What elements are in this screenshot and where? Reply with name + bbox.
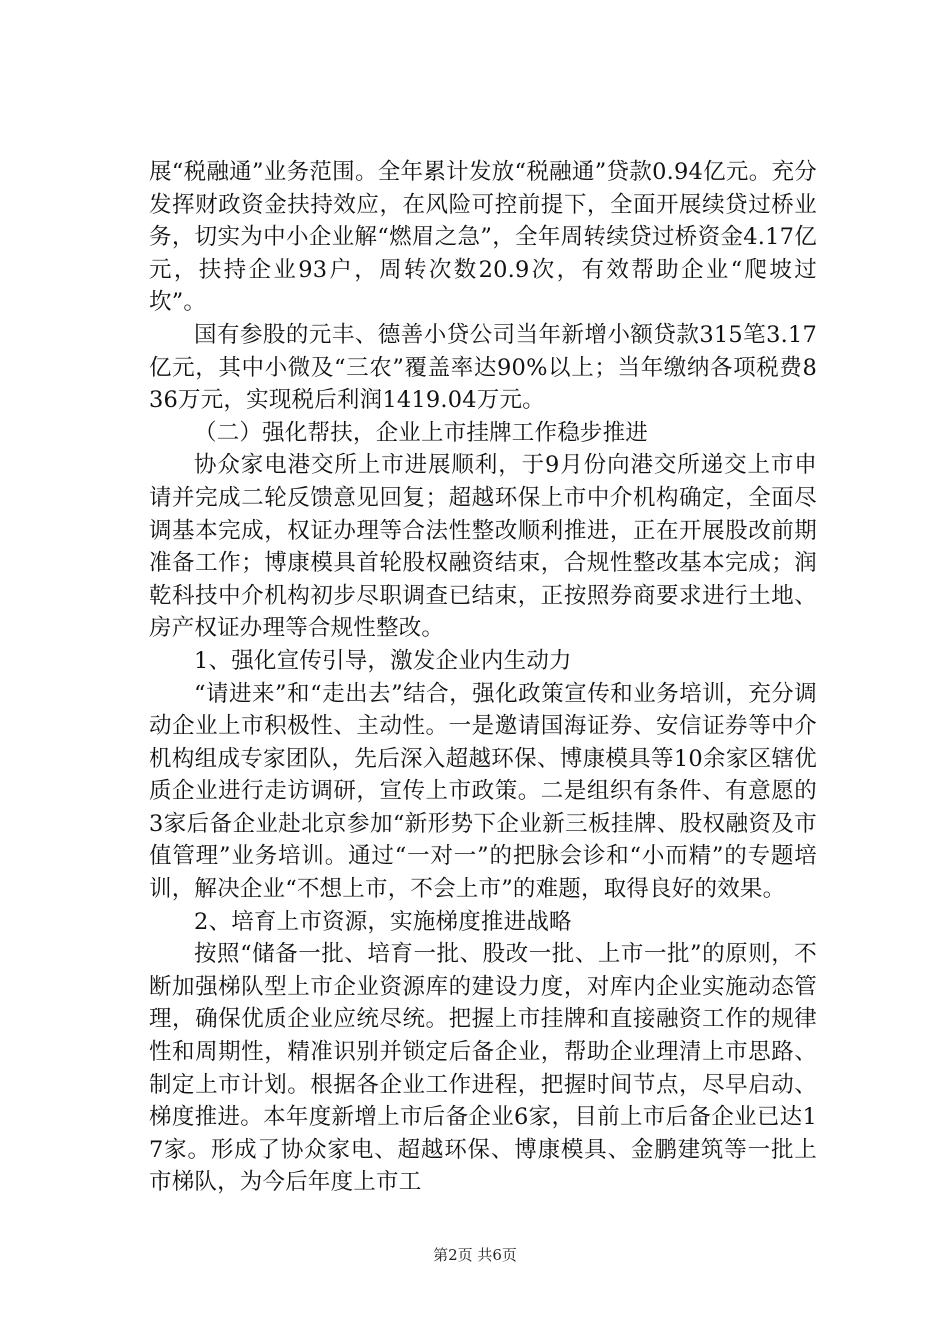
document-body: [149, 156, 817, 1199]
paragraph-publicity: “请进来”和“走出去”结合，强化政策宣传和业务培训，充分调动企业上市积极性、主动性。一是邀请国海证券、安信证券等中介机构组成专家团队，先后深入超越环保、博康模具等10余家区辖优质企业进行走访调研，宣传上市政策。二是组织有条件、有意愿的3家后备企业赴北京参加“新形势下企业新三板挂牌、股权融资及市值管理”业务培训。通过“一对一”的把脉会诊和“小而精”的专题培训，解决企业“不想上市，不会上市”的难题，取得良好的效果。: [149, 680, 817, 903]
paragraph-continuation: 展“税融通”业务范围。全年累计发放“税融通”贷款0.94亿元。充分发挥财政资金扶持效应，在风险可控前提下，全面开展续贷过桥业务，切实为中小企业解“燃眉之急”，全年周转续贷过桥资金4.17亿元，扶持企业93户，周转次数20.9次，有效帮助企业“爬坡过坎”。: [149, 159, 817, 316]
page-footer: 第2页 共6页: [433, 1246, 517, 1264]
subheading-publicity: 1、强化宣传引导，激发企业内生动力: [194, 647, 572, 674]
paragraph-listing-progress: 协众家电港交所上市进展顺利，于9月份向港交所递交上市申请并完成二轮反馈意见回复；超越环保上市中介机构确定，全面尽调基本完成，权证办理等合法性整改顺利推进，正在开展股改前期准备工作；博康模具首轮股权融资结束，合规性整改基本完成；润乾科技中介机构初步尽职调查已结束，正按照券商要求进行土地、房产权证办理等合规性整改。: [149, 452, 817, 642]
paragraph-microloan: 国有参股的元丰、德善小贷公司当年新增小额贷款315笔3.17亿元，其中小微及“三农”覆盖率达90%以上；当年缴纳各项税费836万元，实现税后利润1419.04万元。: [149, 321, 817, 414]
paragraph-cultivate: 按照“储备一批、培育一批、股改一批、上市一批”的原则，不断加强梯队型上市企业资源库的建设力度，对库内企业实施动态管理，确保优质企业应统尽统。把握上市挂牌和直接融资工作的规律性和周期性，精准识别并锁定后备企业，帮助企业理清上市思路、制定上市计划。根据各企业工作进程，把握时间节点，尽早启动、梯度推进。本年度新增上市后备企业6家，目前上市后备企业已达17家。形成了协众家电、超越环保、博康模具、金鹏建筑等一批上市梯队，为今后年度上市工: [149, 941, 817, 1196]
section-heading-listing: （二）强化帮扶，企业上市挂牌工作稳步推进: [194, 419, 649, 446]
subheading-cultivate: 2、培育上市资源，实施梯度推进战略: [194, 908, 572, 935]
